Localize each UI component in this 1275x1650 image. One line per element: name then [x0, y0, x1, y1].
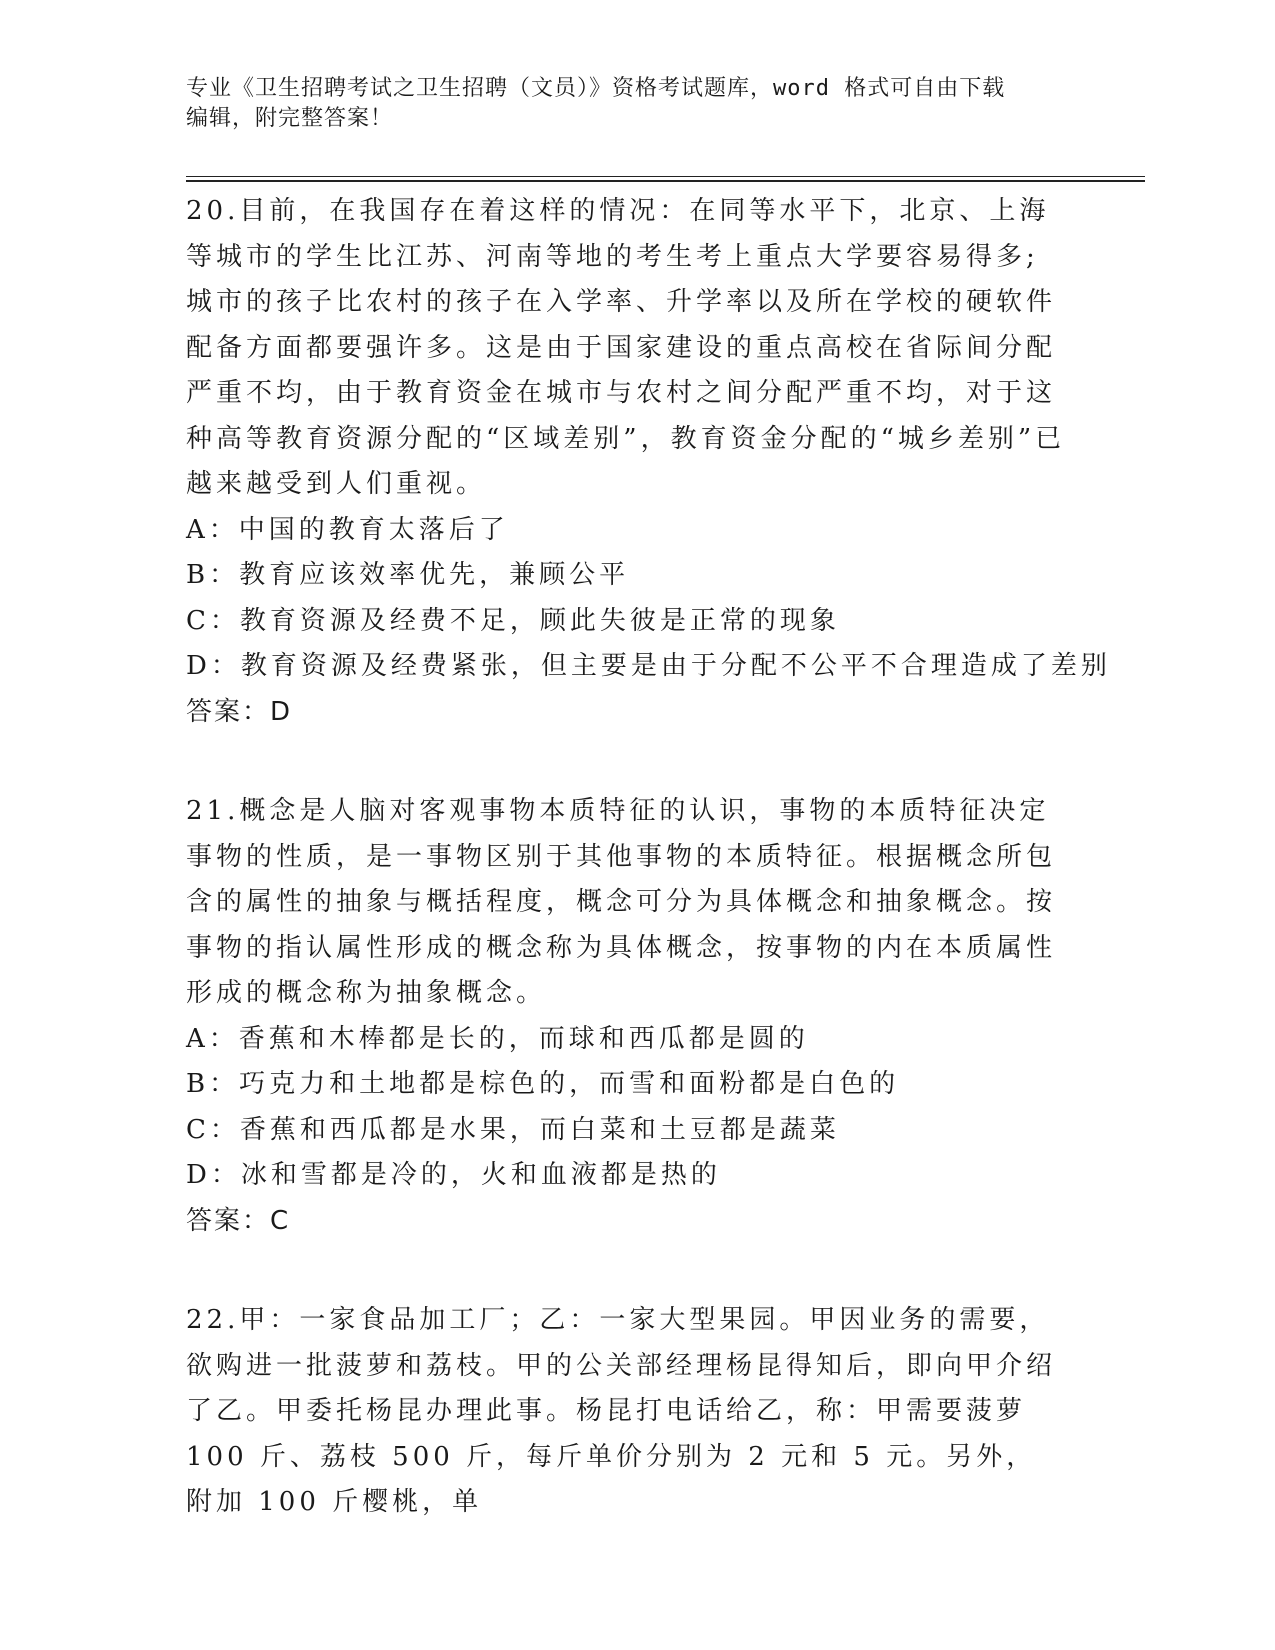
option-a: A：香蕉和木棒都是长的，而球和西瓜都是圆的 — [186, 1023, 809, 1054]
question-spacer — [186, 735, 1066, 789]
option-c: C：香蕉和西瓜都是水果，而白菜和土豆都是蔬菜 — [186, 1114, 840, 1145]
option-a: A：中国的教育太落后了 — [186, 514, 509, 545]
option-b: B：教育应该效率优先，兼顾公平 — [186, 560, 630, 590]
question-text: 22.甲：一家食品加工厂；乙：一家大型果园。甲因业务的需要，欲购进一批菠萝和荔枝。甲的公关部经理杨昆得知后，即向甲介绍了乙。甲委托杨昆办理此事。杨昆打电话给乙，称：甲需要菠萝 100 斤、荔枝 500 斤，每斤单价分别为 2 元和 5 元。另外，附加 100 斤樱桃，单 — [186, 1305, 1057, 1517]
question-21 — [186, 789, 1066, 1244]
question-22 — [186, 1298, 1066, 1526]
question-text: 20.目前，在我国存在着这样的情况：在同等水平下，北京、上海等城市的学生比江苏、河南等地的考生考上重点大学要容易得多;城市的孩子比农村的孩子在入学率、升学率以及所在学校的硬软件配备方面都要强许多。这是由于国家建设的重点高校在省际间分配严重不均，由于教育资金在城市与农村之间分配严重不均，对于这种高等教育资源分配的“区域差别”，教育资金分配的“城乡差别”已越来越受到人们重视。 — [186, 196, 1066, 499]
answer-label: 答案：C — [186, 1205, 291, 1236]
header-line-2: 编辑，附完整答案！ — [186, 106, 394, 131]
option-b: B：巧克力和土地都是棕色的，而雪和面粉都是白色的 — [186, 1069, 900, 1099]
question-spacer — [186, 1244, 1066, 1298]
question-20 — [186, 189, 1111, 735]
header-divider-thin — [186, 176, 1145, 177]
answer-label: 答案：D — [186, 696, 293, 727]
question-text: 21.概念是人脑对客观事物本质特征的认识，事物的本质特征决定事物的性质，是一事物区别于其他事物的本质特征。根据概念所包含的属性的抽象与概括程度，概念可分为具体概念和抽象概念。按事物的指认属性形成的概念称为具体概念，按事物的内在本质属性形成的概念称为抽象概念。 — [186, 796, 1057, 1008]
question-list — [186, 189, 1111, 1526]
option-c: C：教育资源及经费不足，顾此失彼是正常的现象 — [186, 605, 840, 636]
header-line-1: 专业《卫生招聘考试之卫生招聘（文员）》资格考试题库，word 格式可自由下载 — [186, 76, 1006, 101]
option-d: D：教育资源及经费紧张，但主要是由于分配不公平不合理造成了差别 — [186, 651, 1111, 681]
document-header — [186, 74, 1066, 134]
header-divider-thick — [186, 180, 1145, 182]
option-d: D：冰和雪都是冷的，火和血液都是热的 — [186, 1160, 721, 1190]
